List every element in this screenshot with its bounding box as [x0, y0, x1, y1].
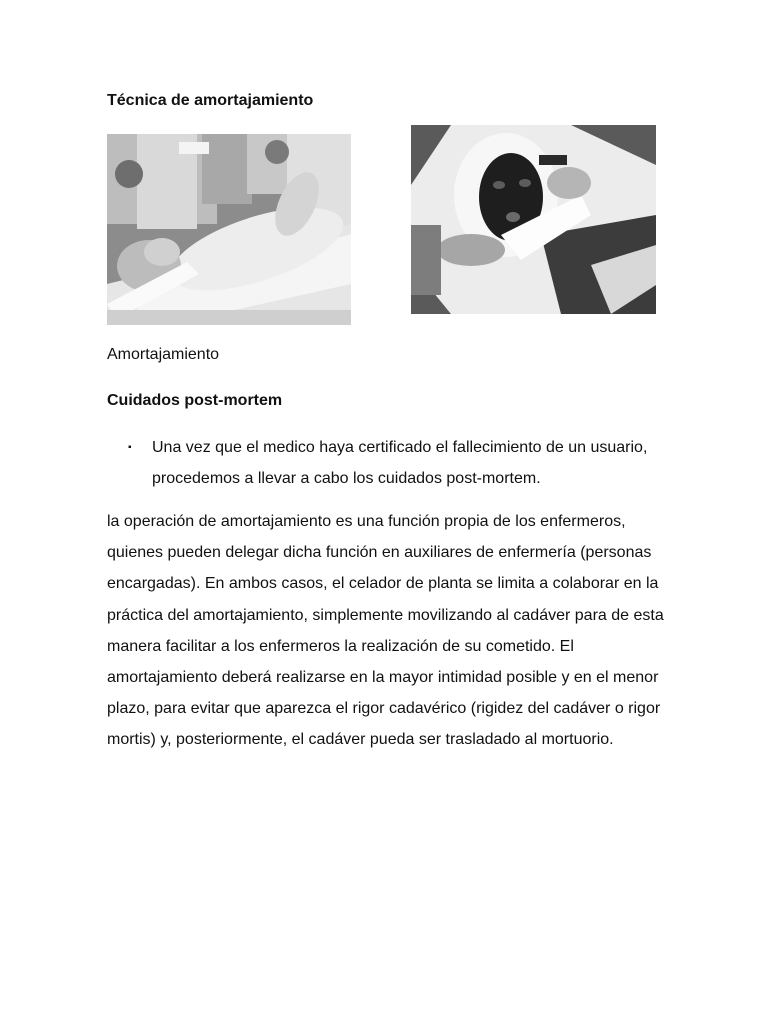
- image-caption: Amortajamiento: [107, 346, 220, 363]
- body-paragraph: la operación de amortajamiento es una función propia de los enfermeros, quienes pueden delegar dicha función en auxiliares de enfermería (personas encargadas). En ambos casos, el celador de planta se limita a colaborar en la práctica del amortajamiento, simplemente movilizando al cadáver para de esta manera facilitar a los enfermeros la realización de su cometido. El amortajamiento deberá realizarse en la mayor intimidad posible y en el menor plazo, para evitar que aparezca el rigor cadavérico (rigidez del cadáver o rigor mortis) y, posteriormente, el cadáver pueda ser trasladado al mortuorio.: [107, 513, 664, 749]
- list-item-text: Una vez que el medico haya certificado el fallecimiento de un usuario, procedemos a llevar a cabo los cuidados post-mortem.: [152, 439, 648, 487]
- shrouding-training-photo-icon: [107, 134, 351, 325]
- list-item: [128, 432, 668, 494]
- square-bullet-icon: ▪: [128, 442, 132, 453]
- bullet-list: [128, 432, 668, 494]
- face-wrapping-photo-icon: [411, 125, 656, 314]
- document-title: Técnica de amortajamiento: [107, 92, 314, 109]
- section-heading: Cuidados post-mortem: [107, 392, 283, 409]
